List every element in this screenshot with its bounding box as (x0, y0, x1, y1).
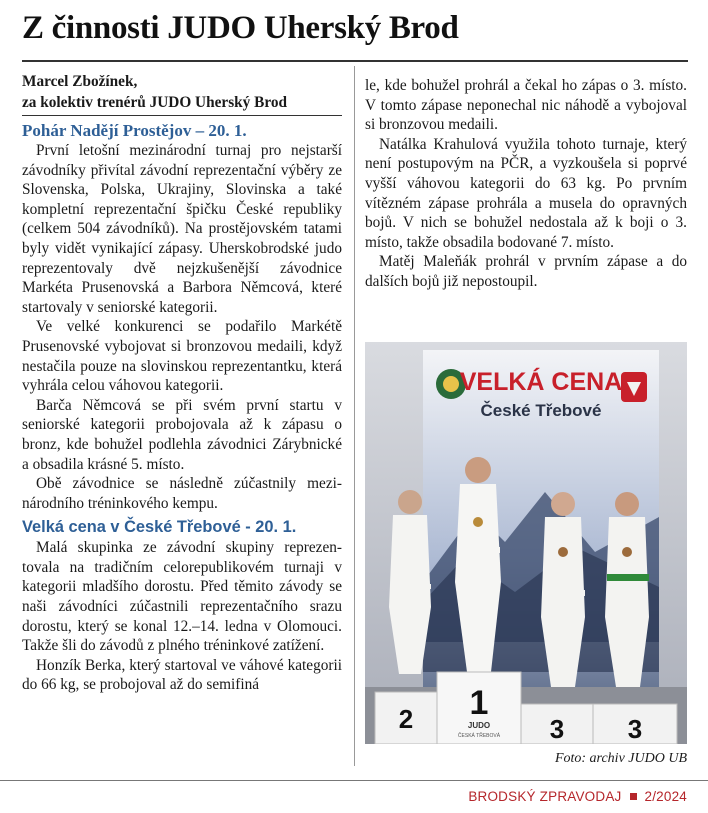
paragraph: Honzík Berka, který startoval ve váhové kategorii do 66 kg, se probojoval až do semifiná (22, 656, 342, 694)
podium-brand: JUDO (467, 721, 491, 730)
athlete-third-place-left (541, 492, 585, 687)
podium-label-2: 2 (398, 704, 414, 734)
publication-name: BRODSKÝ ZPRAVODAJ (468, 789, 622, 804)
athlete-third-place-right (605, 492, 649, 687)
banner-subtitle: České Třebové (480, 401, 602, 420)
issue-number: 2/2024 (644, 789, 687, 804)
paragraph: le, kde bohužel prohrál a čekal ho zápas o 3. místo. V tomto zápase neponechal nic náhodě a vybojoval si bronzovou medaili. (365, 77, 687, 134)
banner-title: VELKÁ CENA (459, 368, 623, 396)
author-name: Marcel Zbožínek, (22, 73, 138, 90)
photo-illustration (365, 342, 687, 744)
podium-label-3-right: 3 (627, 714, 643, 744)
paragraph: Barča Němcová se při svém první startu v seniorské kategorii probojovala až k zápasu o bronz, kde bohužel podlehla závodnici Zárybnické a obsadila krásné 5. místo. (22, 396, 342, 473)
paragraph: Ve velké konkurenci se podařilo Markétě Prusenovské vybojovat si bronzovou medaili, když nestačila pouze na slovinskou reprezentantku, která vyhrála celou váhovou kategorii. (22, 318, 342, 395)
column-divider (354, 66, 355, 766)
separator-square-icon (630, 793, 637, 800)
podium-photo (365, 342, 687, 744)
section-heading-prostejov: Pohár Nadějí Prostějov – 20. 1. (22, 121, 247, 140)
page-footer (468, 789, 687, 804)
paragraph: Matěj Maleňák prohrál v prvním zápase a do dalších bojů již nepostoupil. (365, 253, 687, 290)
paragraph: Malá skupinka ze závodní skupiny reprezentovala na tradičním celorepublikovém turnaji v kategorii mladšího dorostu. Před těmito závody se naši závodníci zúčastnili reprezentačního srazu dorostu, který se konal 12.–14. ledna v Olomouci. Takže šli do závodů z plného tréninkové zatížení. (22, 539, 342, 655)
footer-rule (0, 780, 708, 781)
podium-label-1: 1 (469, 684, 489, 722)
author-affiliation: za kolektiv trenérů JUDO Uherský Brod (22, 94, 287, 111)
athlete-second-place (389, 490, 431, 674)
section-heading-ceska-trebova: Velká cena v České Třebové - 20. 1. (22, 518, 297, 537)
title-rule (22, 60, 688, 62)
article-title: Z činnosti JUDO Uherský Brod (22, 10, 459, 46)
paragraph: Obě závodnice se následně zúčastnily mezinárodního tréninkového kempu. (22, 475, 342, 512)
podium-label-3-left: 3 (549, 714, 565, 744)
author-rule (22, 115, 342, 116)
paragraph: Natálka Krahulová využila tohoto turnaje, který není postupovým na PČR, a vyzkoušela si poprvé vyšší váhovou kategorii do 63 kg. Po prvním vítězném zápase prohrála a musela do opravných bojů. V nich se bohužel nedostala až k boji o 3. místo, takže obsadila bodované 7. místo. (365, 135, 687, 251)
podium-brand-sub: ČESKÁ TŘEBOVÁ (457, 733, 501, 739)
right-column (365, 76, 687, 292)
paragraph: První letošní mezinárodní turnaj pro nejstarší závodníky přivítal závodní reprezentační výběry ze Slovenska, Polska, Ukrajiny, Slovinska a také kompletní reprezentační špičku České republiky (celkem 504 závodníků). Na prostějovském tatami byly vidět vynikající zápasy. Uherskobrodské judo reprezentovaly dvě nejzkušenější závodnice Markéta Prusenovská a Barbora Němcová, které startovaly v seniorské kategorii. (22, 142, 342, 316)
left-column (22, 70, 342, 695)
photo-caption: Foto: archiv JUDO UB (554, 751, 687, 766)
